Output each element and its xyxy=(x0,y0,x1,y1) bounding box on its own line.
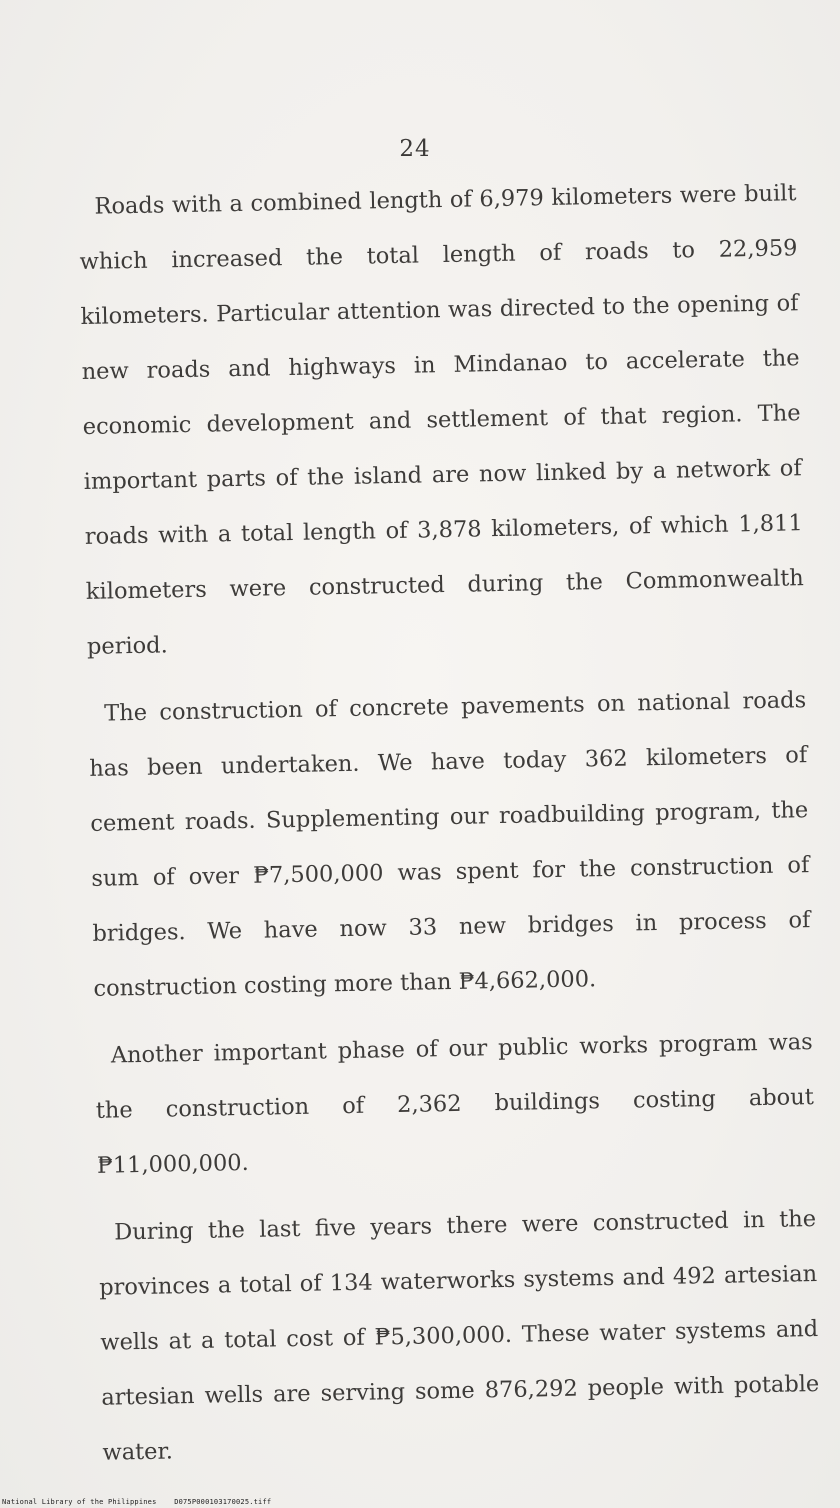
paragraph-buildings: Another important phase of our public works program was the construction of 2,362 buildings costing about ₱11,000,000. xyxy=(95,1029,814,1179)
footer-filename: D075P000103170025.tiff xyxy=(174,1498,272,1506)
paragraph-roads: Roads with a combined length of 6,979 kilometers were built which increased the total length of roads to 22,959 kilometers. Particular attention was directed to the opening of new roads and highways in Mindanao to accelerate the economic development and settlement of that region. The important parts of the island are now linked by a network of roads with a total length of 3,878 kilometers, of which 1,811 kilometers were constructed during the Commonwealth period. xyxy=(79,180,805,660)
body-text xyxy=(78,166,821,1493)
scan-footer xyxy=(2,1498,271,1506)
paragraph-pavements-bridges: The construction of concrete pavements on national roads has been undertaken. We have today 362 kilometers of cement roads. Supplementing our roadbuilding program, the sum of over ₱7,500,000 was spent for the construction of bridges. We have now 33 new bridges in process of construction costing more than ₱4,662,000. xyxy=(89,687,811,1002)
footer-source: National Library of the Philippines xyxy=(2,1498,157,1506)
paragraph-waterworks: During the last five years there were constructed in the provinces a total of 134 waterworks systems and 492 artesian wells at a total cost of ₱5,300,000. These water systems and artesian wells are serving some 876,292 people with potable water. xyxy=(99,1206,820,1466)
page-number: 24 xyxy=(399,136,431,162)
